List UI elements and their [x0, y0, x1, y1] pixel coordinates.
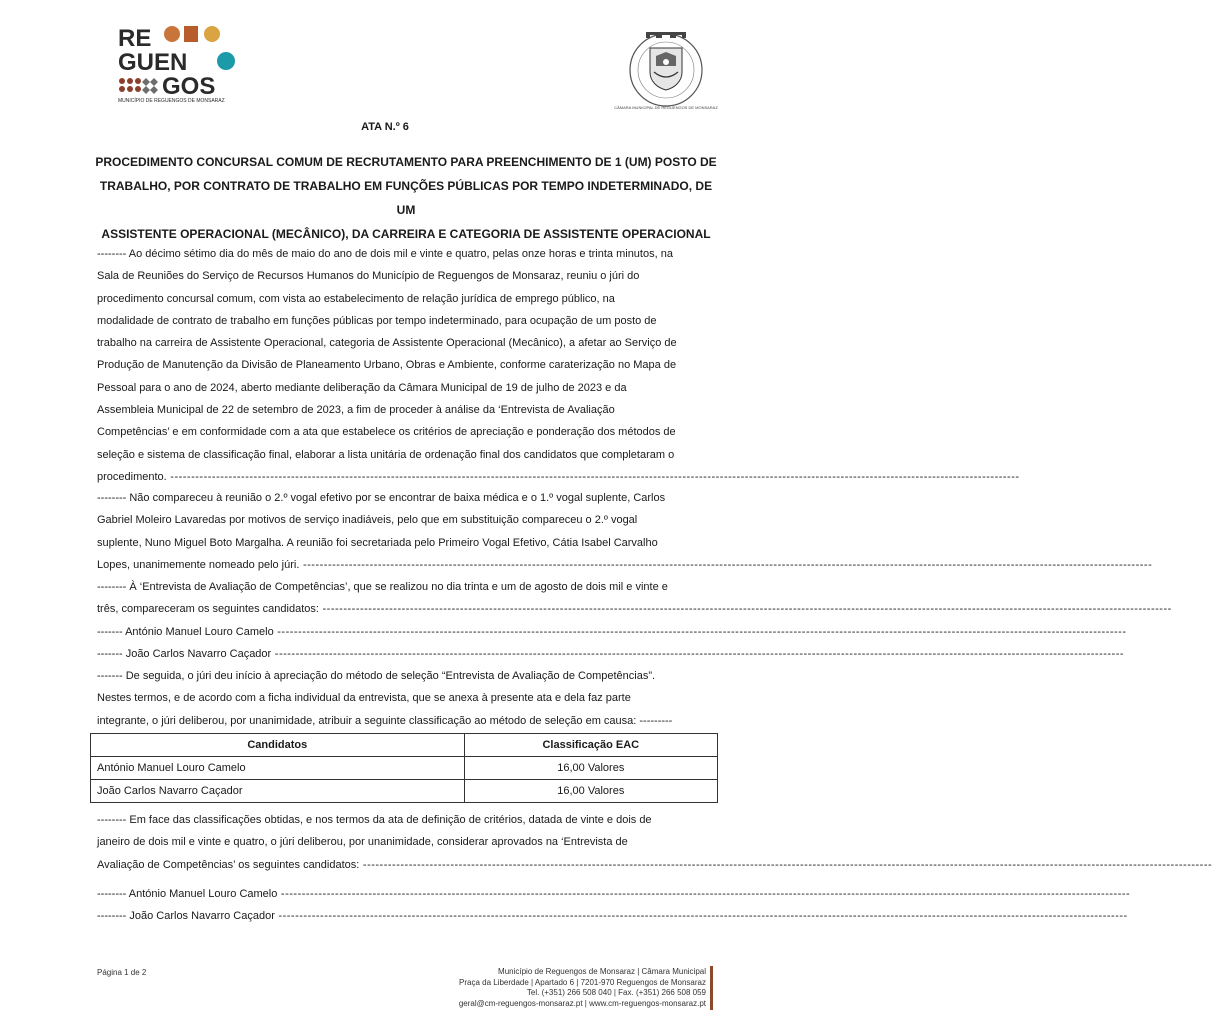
- page-number: Página 1 de 2: [97, 968, 147, 977]
- column-header-classification: Classificação EAC: [464, 734, 717, 757]
- candidate-line: [97, 905, 715, 927]
- table-row: [91, 757, 718, 780]
- text-line: -------- Ao décimo sétimo dia do mês de maio do ano de dois mil e vinte e quatro, pelas onze horas e trinta minutos, na: [97, 248, 673, 260]
- document-title: ATA N.º 6: [361, 121, 409, 133]
- classification-table: [90, 733, 718, 803]
- text-line: trabalho na carreira de Assistente Operacional, categoria de Assistente Operacional (Mecânico), a afetar ao Serviço de: [97, 337, 677, 350]
- crest-text: CÂMARA MUNICIPAL DE REGUENGOS DE MONSARAZ: [614, 105, 718, 110]
- text-line: janeiro de dois mil e vinte e quatro, o júri deliberou, por unanimidade, considerar aprovados na ‘Entrevista de: [97, 836, 628, 849]
- text-line: [97, 854, 715, 876]
- logo-line-2: GUEN: [118, 49, 188, 76]
- logo-caption: MUNICÍPIO DE REGUENGOS DE MONSARAZ: [118, 98, 225, 104]
- text-line: Nestes termos, e de acordo com a ficha individual da entrevista, que se anexa à presente ata e dela faz parte: [97, 692, 631, 705]
- text-line: procedimento concursal comum, com vista ao estabelecimento de relação jurídica de emprego público, na: [97, 292, 615, 305]
- text-line-content: -------- António Manuel Louro Camelo: [97, 888, 278, 900]
- subtitle-line: ASSISTENTE OPERACIONAL (MECÂNICO), DA CARREIRA E CATEGORIA DE ASSISTENTE OPERACIONAL: [101, 227, 711, 241]
- text-line-content: três, compareceram os seguintes candidatos:: [97, 603, 319, 616]
- subtitle-line: PROCEDIMENTO CONCURSAL COMUM DE RECRUTAMENTO PARA PREENCHIMENTO DE 1 (UM) POSTO DE: [95, 155, 717, 169]
- text-line-content: ------- João Carlos Navarro Caçador: [97, 647, 272, 660]
- table-row: [91, 780, 718, 803]
- text-line-content: ------- António Manuel Louro Camelo: [97, 625, 274, 638]
- paragraph-jury-composition: [97, 487, 715, 576]
- logo-line-1: RE: [118, 25, 152, 52]
- text-line: suplente, Nuno Miguel Boto Margalha. A reunião foi secretariada pelo Primeiro Vogal Efetivo, Cátia Isabel Carvalho: [97, 536, 658, 549]
- paragraph-approved-candidates: [97, 883, 715, 928]
- text-line: -------- Em face das classificações obtidas, e nos termos da ata de definição de critérios, datada de vinte e dois de: [97, 814, 652, 826]
- footer-address: [376, 967, 706, 1009]
- text-line: -------- À ‘Entrevista de Avaliação de Competências’, que se realizou no dia trinta e um de agosto de dois mil e vinte e: [97, 581, 668, 593]
- footer-line: geral@cm-reguengos-monsaraz.pt | www.cm-reguengos-monsaraz.pt: [458, 998, 706, 1008]
- footer-accent-bar: [710, 966, 713, 1010]
- footer-line: Município de Reguengos de Monsaraz | Câmara Municipal: [498, 967, 706, 976]
- text-line-content: Avaliação de Competências’ os seguintes candidatos:: [97, 858, 360, 871]
- candidate-line: [97, 621, 715, 643]
- text-line: Competências’ e em conformidade com a ata que estabelece os critérios de apreciação e ponderação dos métodos de: [97, 426, 676, 439]
- candidate-line: [97, 883, 715, 905]
- table-header-row: [91, 734, 718, 757]
- candidate-line: [97, 643, 715, 665]
- paragraph-interview-attendance: [97, 576, 715, 665]
- text-line: [97, 598, 715, 620]
- text-line: integrante, o júri deliberou, por unanimidade, atribuir a seguinte classificação ao método de seleção em causa: ---------: [97, 714, 673, 727]
- municipal-crest: [614, 26, 718, 110]
- text-line: Pessoal para o ano de 2024, aberto mediante deliberação da Câmara Municipal de 19 de julho de 2023 e da: [97, 381, 627, 394]
- text-line: seleção e sistema de classificação final, elaborar a lista unitária de ordenação final dos candidatos que completaram o: [97, 448, 675, 461]
- text-line: modalidade de contrato de trabalho em funções públicas por tempo indeterminado, para ocupação de um posto de: [97, 314, 657, 327]
- logo-line-3: GOS: [162, 73, 216, 100]
- footer-line: Tel. (+351) 266 508 040 | Fax. (+351) 266 508 059: [526, 988, 706, 997]
- text-line: -------- Não compareceu à reunião o 2.º vogal efetivo por se encontrar de baixa médica e o 1.º vogal suplente, Carlos: [97, 492, 666, 504]
- paragraph-meeting-opening: [97, 243, 715, 488]
- subtitle-line: TRABALHO, POR CONTRATO DE TRABALHO EM FUNÇÕES PÚBLICAS POR TEMPO INDETERMINADO, DE UM: [99, 179, 713, 217]
- text-line-content: procedimento.: [97, 470, 167, 483]
- candidate-name-cell: João Carlos Navarro Caçador: [91, 780, 465, 803]
- classification-cell: 16,00 Valores: [464, 780, 717, 803]
- paragraph-evaluation: [97, 665, 715, 732]
- candidate-name-cell: António Manuel Louro Camelo: [91, 757, 465, 780]
- municipality-logo: [118, 24, 242, 104]
- text-line: [97, 554, 715, 576]
- text-line: Gabriel Moleiro Lavaredas por motivos de serviço inadiáveis, pelo que em substituição compareceu o 2.º vogal: [97, 514, 638, 527]
- text-line: ------- De seguida, o júri deu início à apreciação do método de seleção “Entrevista de Avaliação de Competências”.: [97, 670, 656, 682]
- text-line-content: Lopes, unanimemente nomeado pelo júri.: [97, 558, 300, 571]
- text-line: Assembleia Municipal de 22 de setembro de 2023, a fim de proceder à análise da ‘Entrevista de Avaliação: [97, 404, 615, 417]
- text-line: Sala de Reuniões do Serviço de Recursos Humanos do Município de Reguengos de Monsaraz, reuniu o júri do: [97, 270, 640, 283]
- text-line: [97, 466, 715, 488]
- paragraph-approval: [97, 809, 715, 876]
- classification-cell: 16,00 Valores: [464, 757, 717, 780]
- footer-line: Praça da Liberdade | Apartado 6 | 7201-970 Reguengos de Monsaraz: [459, 977, 706, 987]
- text-line: Produção de Manutenção da Divisão de Planeamento Urbano, Obras e Ambiente, conforme caraterização no Mapa de: [97, 359, 677, 372]
- column-header-candidates: Candidatos: [91, 734, 465, 757]
- text-line-content: -------- João Carlos Navarro Caçador: [97, 910, 275, 923]
- document-subtitle: [94, 150, 718, 246]
